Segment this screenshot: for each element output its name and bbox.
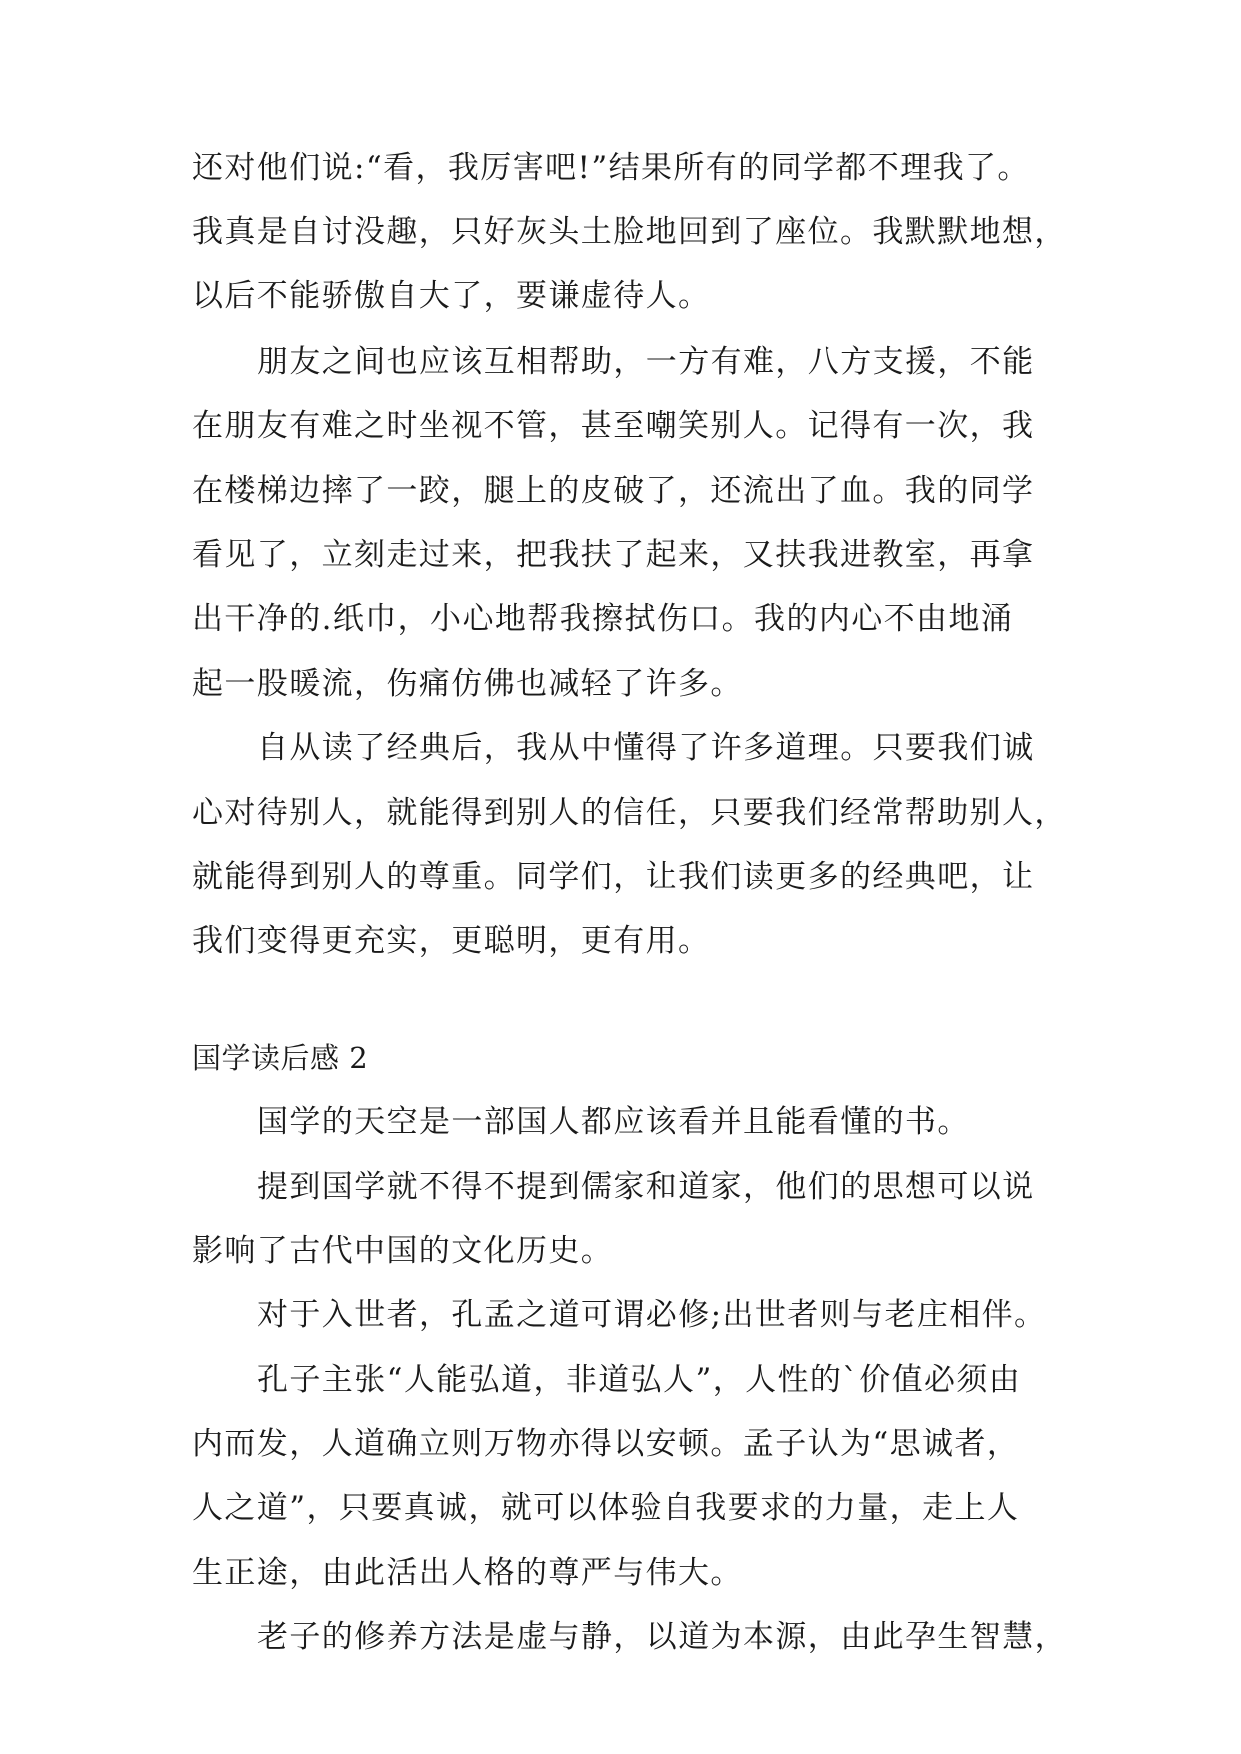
paragraph-first-line: 朋友之间也应该互相帮助，一方有难，八方支援，不能 <box>257 344 1035 380</box>
text-line: 我们变得更充实，更聪明，更有用。 <box>192 923 711 959</box>
paragraph-first-line: 提到国学就不得不提到儒家和道家，他们的思想可以说 <box>257 1169 1035 1205</box>
text-line: 在楼梯边摔了一跤，腿上的皮破了，还流出了血。我的同学 <box>192 473 1035 509</box>
text-line: 出干净的.纸巾，小心地帮我擦拭伤口。我的内心不由地涌 <box>192 601 1014 637</box>
paragraph-first-line: 对于入世者，孔孟之道可谓必修;出世者则与老庄相伴。 <box>257 1297 1047 1333</box>
text-line: 人之道”，只要真诚，就可以体验自我要求的力量，走上人 <box>192 1490 1020 1526</box>
text-line: 就能得到别人的尊重。同学们，让我们读更多的经典吧，让 <box>192 859 1035 895</box>
paragraph-first-line: 老子的修养方法是虚与静，以道为本源，由此孕生智慧， <box>257 1619 1067 1655</box>
paragraph-first-line: 国学的天空是一部国人都应该看并且能看懂的书。 <box>257 1104 970 1140</box>
text-line: 生正途，由此活出人格的尊严与伟大。 <box>192 1555 743 1591</box>
paragraph-first-line: 孔子主张“人能弘道，非道弘人”，人性的`价值必须由 <box>257 1362 1022 1398</box>
text-line: 看见了，立刻走过来，把我扶了起来，又扶我进教室，再拿 <box>192 537 1035 573</box>
text-line: 影响了古代中国的文化历史。 <box>192 1233 614 1269</box>
text-line: 还对他们说:“看，我厉害吧!”结果所有的同学都不理我了。 <box>192 150 1030 186</box>
text-line: 心对待别人，就能得到别人的信任，只要我们经常帮助别人， <box>192 795 1067 831</box>
paragraph-first-line: 自从读了经典后，我从中懂得了许多道理。只要我们诚 <box>257 730 1035 766</box>
text-line: 内而发，人道确立则万物亦得以安顿。孟子认为“思诚者， <box>192 1426 1020 1462</box>
section-heading: 国学读后感 2 <box>192 1041 369 1075</box>
text-line: 在朋友有难之时坐视不管，甚至嘲笑别人。记得有一次，我 <box>192 408 1035 444</box>
text-line: 我真是自讨没趣，只好灰头土脸地回到了座位。我默默地想， <box>192 214 1067 250</box>
text-line: 起一股暖流，伤痛仿佛也减轻了许多。 <box>192 666 743 702</box>
text-line: 以后不能骄傲自大了，要谦虚待人。 <box>192 278 711 314</box>
